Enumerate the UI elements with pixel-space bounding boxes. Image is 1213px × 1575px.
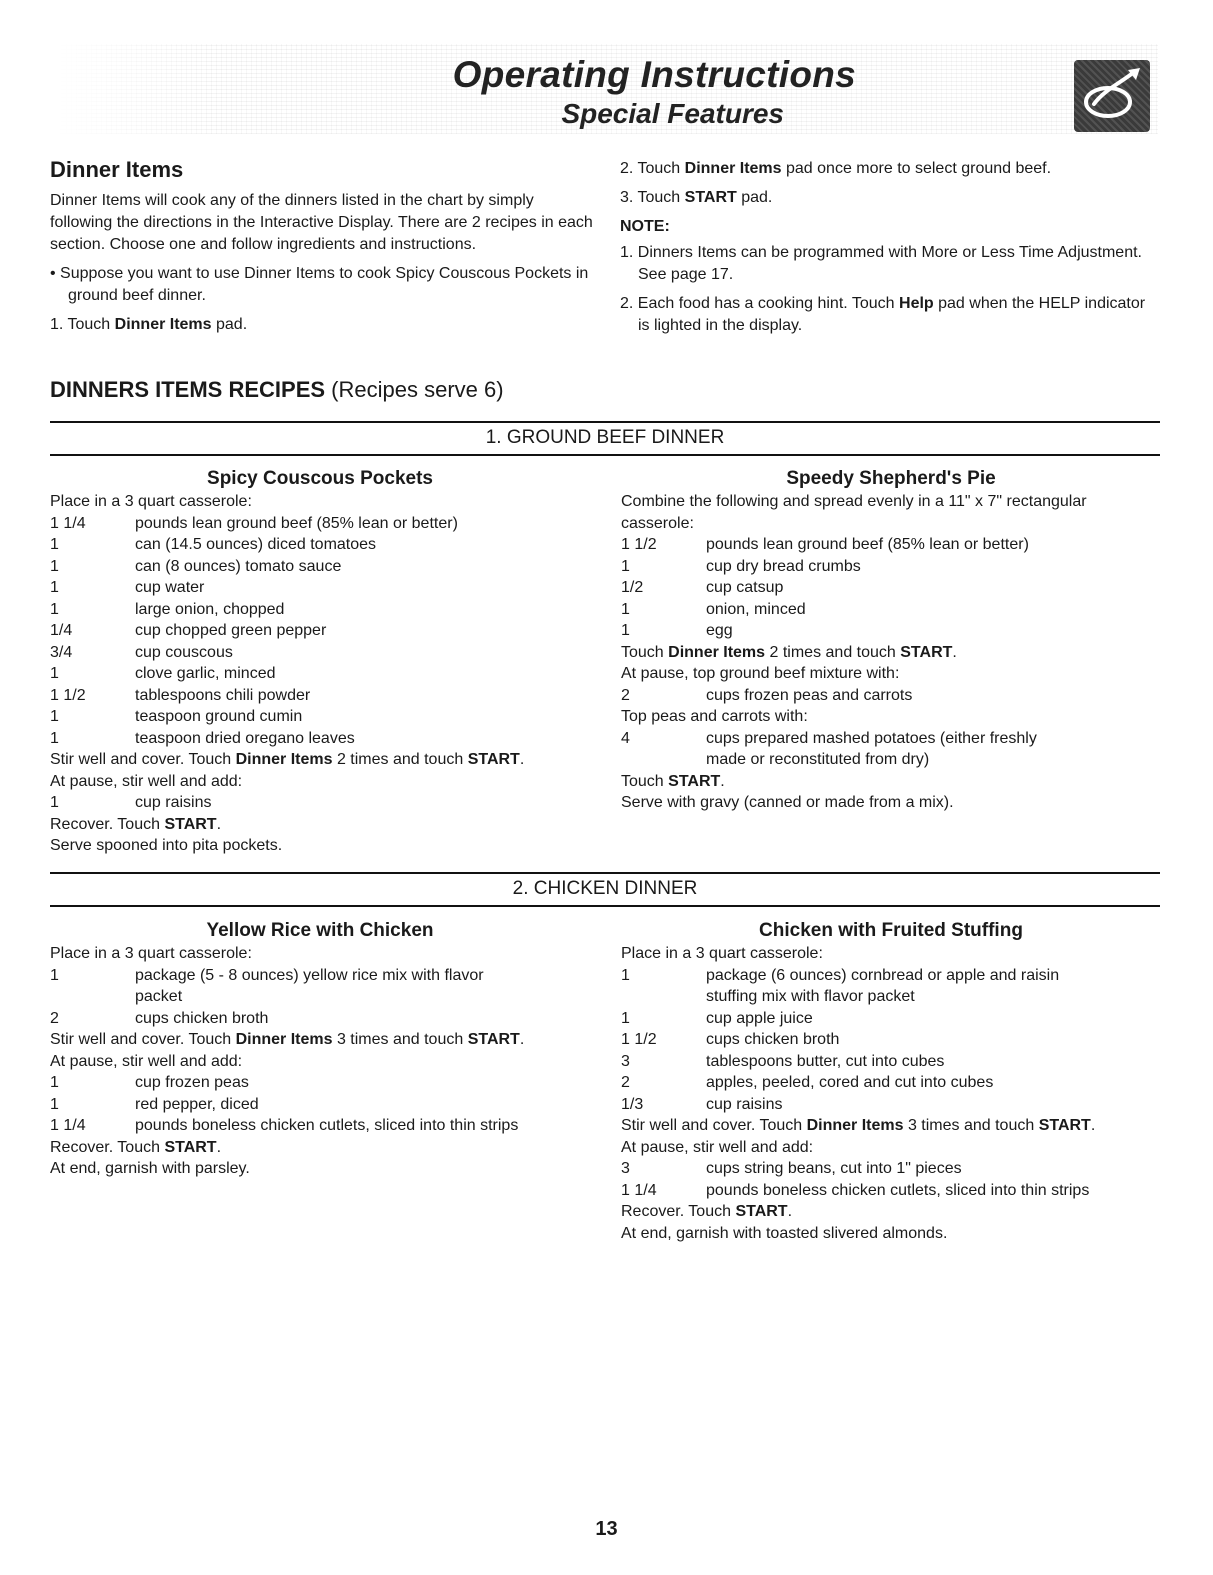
intro-right-column bbox=[620, 158, 1160, 344]
instruction-line bbox=[621, 491, 1161, 513]
ingredient-quantity: 1 1/2 bbox=[621, 536, 657, 553]
ingredient-row bbox=[50, 792, 590, 814]
ingredient-row bbox=[621, 965, 1161, 987]
ingredient-quantity: 1 bbox=[50, 794, 59, 811]
instruction-line bbox=[50, 835, 590, 857]
ingredient-quantity: 2 bbox=[621, 686, 630, 704]
page-title: Operating Instructions bbox=[452, 54, 856, 95]
recipes-heading-note: (Recipes serve 6) bbox=[325, 377, 504, 402]
section-divider bbox=[50, 454, 1160, 456]
step-text: 2. Touch bbox=[620, 160, 685, 177]
section-divider bbox=[50, 421, 1160, 423]
instruction-keyword: START bbox=[1038, 1117, 1091, 1134]
ingredient-description: pounds boneless chicken cutlets, sliced into thin strips bbox=[135, 1117, 519, 1134]
ingredient-description: cup water bbox=[135, 579, 205, 596]
instruction-line bbox=[621, 706, 1161, 728]
instruction-keyword: START bbox=[900, 643, 953, 661]
ingredient-quantity: 1 bbox=[50, 729, 59, 747]
ingredient-quantity: 2 bbox=[50, 1009, 59, 1027]
ingredient-quantity: 1 bbox=[50, 665, 59, 682]
recipe-title: Yellow Rice with Chicken bbox=[206, 920, 434, 941]
note-label: NOTE: bbox=[620, 218, 670, 235]
ingredient-quantity: 1 1/4 bbox=[621, 1181, 657, 1199]
ingredient-quantity: 1/4 bbox=[50, 622, 73, 639]
instruction-text: . bbox=[1090, 1117, 1096, 1134]
ingredient-row bbox=[50, 642, 590, 664]
ingredient-description: apples, peeled, cored and cut into cubes bbox=[706, 1074, 994, 1091]
instruction-line bbox=[621, 943, 1161, 965]
instruction-keyword: Dinner Items bbox=[235, 751, 333, 768]
ingredient-quantity: 3/4 bbox=[50, 643, 73, 661]
ingredient-quantity: 4 bbox=[621, 729, 630, 747]
recipe-title: Spicy Couscous Pockets bbox=[207, 468, 433, 489]
ingredient-row bbox=[50, 513, 590, 535]
instruction-line bbox=[50, 1051, 590, 1073]
ingredient-quantity: 1 bbox=[621, 1009, 630, 1027]
ingredient-row bbox=[621, 1008, 1161, 1030]
recipe-yellow-rice-with-chicken bbox=[50, 920, 590, 1180]
ingredient-quantity: 1 1/2 bbox=[621, 1031, 657, 1048]
note-text: 2. Each food has a cooking hint. Touch bbox=[620, 295, 900, 312]
instruction-line bbox=[621, 1115, 1161, 1137]
instruction-keyword: START bbox=[164, 815, 217, 833]
intro-left-column bbox=[50, 157, 595, 343]
ingredient-quantity: 1 bbox=[50, 1074, 59, 1091]
step-text: 3. Touch bbox=[620, 189, 685, 206]
section-divider bbox=[50, 872, 1160, 874]
recipe-spicy-couscous-pockets bbox=[50, 468, 590, 857]
instruction-line bbox=[50, 1158, 590, 1180]
ingredient-row bbox=[50, 965, 590, 987]
instruction-keyword: START bbox=[164, 1138, 217, 1156]
instruction-text: . bbox=[216, 1138, 222, 1156]
step-1 bbox=[50, 314, 595, 336]
ingredient-quantity: 1 1/4 bbox=[50, 514, 86, 532]
instruction-text: 2 times and touch bbox=[765, 643, 901, 661]
ingredient-description: cups prepared mashed potatoes (either freshly bbox=[706, 729, 1037, 747]
instruction-line bbox=[50, 814, 590, 836]
instruction-text: Combine the following and spread evenly in a 11" x 7" rectangular bbox=[621, 493, 1087, 510]
instruction-text: At pause, stir well and add: bbox=[50, 772, 243, 790]
recipe-chicken-with-fruited-stuffing bbox=[621, 920, 1161, 1244]
ingredient-description: red pepper, diced bbox=[135, 1095, 259, 1113]
ingredient-row bbox=[621, 534, 1161, 556]
recipe-title: Chicken with Fruited Stuffing bbox=[759, 920, 1023, 941]
note-text: pad when the HELP indicator is lighted in the display. bbox=[638, 295, 1146, 334]
instruction-text: . bbox=[720, 772, 725, 790]
ingredient-quantity: 1 bbox=[621, 622, 630, 639]
ingredient-row bbox=[621, 620, 1161, 642]
instruction-text: At pause, stir well and add: bbox=[50, 1052, 243, 1070]
ingredient-quantity: 1 bbox=[50, 557, 59, 575]
step-text: pad. bbox=[736, 189, 773, 206]
recipe-title: Speedy Shepherd's Pie bbox=[786, 468, 996, 489]
ingredient-row bbox=[621, 1094, 1161, 1116]
instruction-text: 3 times and touch bbox=[903, 1117, 1039, 1134]
ingredient-description: teaspoon ground cumin bbox=[135, 708, 303, 725]
step-text: pad. bbox=[211, 316, 248, 333]
recipes-heading bbox=[50, 376, 504, 404]
ingredient-description: pounds boneless chicken cutlets, sliced into thin strips bbox=[706, 1181, 1090, 1199]
recipe-speedy-shepherds-pie bbox=[621, 468, 1161, 814]
intro-paragraph: Dinner Items will cook any of the dinners listed in the chart by simply following the directions in the Interactive Display. There are 2 recipes in each section. Choose one and follow ingredients and instructions. bbox=[50, 192, 593, 253]
ingredient-quantity: 3 bbox=[621, 1052, 630, 1070]
ingredient-description: cup dry bread crumbs bbox=[706, 557, 861, 575]
step-2 bbox=[620, 158, 1160, 180]
instruction-text: 2 times and touch bbox=[332, 751, 468, 768]
ingredient-quantity: 2 bbox=[621, 1074, 630, 1091]
ingredient-description: made or reconstituted from dry) bbox=[706, 751, 930, 768]
ingredient-row bbox=[621, 986, 1161, 1008]
ingredient-row bbox=[621, 1051, 1161, 1073]
ingredient-description: package (6 ounces) cornbread or apple and raisin bbox=[706, 966, 1060, 984]
instruction-keyword: START bbox=[467, 1031, 520, 1048]
ingredient-quantity: 1 bbox=[621, 557, 630, 575]
section-label-ground-beef: 1. GROUND BEEF DINNER bbox=[485, 427, 725, 448]
intro-bullet: • Suppose you want to use Dinner Items to cook Spicy Couscous Pockets in ground beef dinner. bbox=[50, 265, 589, 304]
ingredient-description: teaspoon dried oregano leaves bbox=[135, 729, 355, 747]
ingredient-row bbox=[50, 556, 590, 578]
ingredient-description: onion, minced bbox=[706, 600, 806, 618]
ingredient-quantity: 1/2 bbox=[621, 579, 644, 596]
instruction-line bbox=[621, 1201, 1161, 1223]
instruction-text: . bbox=[787, 1203, 793, 1220]
instruction-text: . bbox=[216, 815, 222, 833]
ingredient-description: can (8 ounces) tomato sauce bbox=[135, 557, 342, 575]
instruction-text: Place in a 3 quart casserole: bbox=[50, 945, 252, 962]
ingredient-description: cups string beans, cut into 1" pieces bbox=[706, 1160, 962, 1177]
ingredient-description: can (14.5 ounces) diced tomatoes bbox=[135, 536, 377, 553]
section-title: Dinner Items bbox=[50, 157, 184, 182]
instruction-text: Stir well and cover. Touch bbox=[621, 1117, 807, 1134]
ingredient-quantity: 1 bbox=[621, 966, 630, 984]
ingredient-row bbox=[50, 1094, 590, 1116]
instruction-line bbox=[621, 1137, 1161, 1159]
instruction-text: Place in a 3 quart casserole: bbox=[621, 945, 823, 962]
ingredient-quantity: 1/3 bbox=[621, 1095, 644, 1113]
instruction-keyword: Dinner Items bbox=[668, 643, 766, 661]
page-subtitle: Special Features bbox=[561, 98, 784, 129]
ingredient-row bbox=[50, 1008, 590, 1030]
ingredient-row bbox=[621, 1158, 1161, 1180]
note-keyword: Help bbox=[899, 295, 934, 312]
ingredient-description: packet bbox=[135, 988, 183, 1005]
ingredient-description: egg bbox=[706, 622, 733, 639]
ingredient-row bbox=[50, 728, 590, 750]
instruction-text: Recover. Touch bbox=[621, 1203, 736, 1220]
ingredient-description: stuffing mix with flavor packet bbox=[706, 988, 915, 1005]
ingredient-row bbox=[50, 599, 590, 621]
ingredient-description: tablespoons butter, cut into cubes bbox=[706, 1052, 945, 1070]
note-2 bbox=[620, 293, 1160, 337]
ingredient-row bbox=[50, 986, 590, 1008]
ingredient-row bbox=[50, 663, 590, 685]
page-number: 13 bbox=[595, 1518, 618, 1540]
instruction-text: Serve spooned into pita pockets. bbox=[50, 837, 283, 854]
instruction-line bbox=[621, 771, 1161, 793]
ingredient-quantity: 1 bbox=[50, 579, 59, 596]
instruction-text: At end, garnish with toasted slivered almonds. bbox=[621, 1224, 948, 1242]
ingredient-row bbox=[621, 1180, 1161, 1202]
instruction-text: Stir well and cover. Touch bbox=[50, 1031, 236, 1048]
instruction-line bbox=[621, 1223, 1161, 1245]
instruction-keyword: START bbox=[668, 772, 721, 790]
step-text: 1. Touch bbox=[50, 316, 115, 333]
instruction-text: 3 times and touch bbox=[332, 1031, 468, 1048]
ingredient-description: cup raisins bbox=[706, 1095, 783, 1113]
step-keyword: START bbox=[684, 189, 737, 206]
step-keyword: Dinner Items bbox=[684, 160, 782, 177]
ingredient-quantity: 1 bbox=[621, 600, 630, 618]
instruction-text: Touch bbox=[621, 643, 669, 661]
ingredient-row bbox=[50, 706, 590, 728]
instruction-text: Serve with gravy (canned or made from a mix). bbox=[621, 794, 954, 811]
step-keyword: Dinner Items bbox=[114, 316, 212, 333]
step-text: pad once more to select ground beef. bbox=[781, 160, 1052, 177]
instruction-text: At pause, stir well and add: bbox=[621, 1138, 814, 1156]
ingredient-description: cup frozen peas bbox=[135, 1074, 249, 1091]
note-1 bbox=[620, 242, 1160, 286]
ingredient-row bbox=[621, 749, 1161, 771]
ingredient-row bbox=[621, 728, 1161, 750]
instruction-line bbox=[50, 1137, 590, 1159]
step-3 bbox=[620, 187, 1160, 209]
ingredient-description: tablespoons chili powder bbox=[135, 686, 311, 704]
instruction-line bbox=[621, 513, 1161, 535]
instruction-text: . bbox=[519, 751, 525, 768]
ingredient-row bbox=[50, 685, 590, 707]
ingredient-description: cups frozen peas and carrots bbox=[706, 686, 913, 704]
cooking-dish-icon bbox=[1074, 60, 1150, 132]
ingredient-description: cup apple juice bbox=[706, 1009, 813, 1027]
instruction-line bbox=[621, 663, 1161, 685]
ingredient-quantity: 1 1/4 bbox=[50, 1117, 86, 1134]
instruction-text: Touch bbox=[621, 772, 669, 790]
ingredient-row bbox=[621, 1029, 1161, 1051]
header-banner bbox=[56, 44, 1158, 134]
instruction-line bbox=[621, 642, 1161, 664]
instruction-text: casserole: bbox=[621, 514, 694, 532]
ingredient-row bbox=[50, 534, 590, 556]
section-divider bbox=[50, 905, 1160, 907]
ingredient-row bbox=[50, 1072, 590, 1094]
ingredient-row bbox=[621, 685, 1161, 707]
ingredient-quantity: 3 bbox=[621, 1160, 630, 1177]
instruction-keyword: Dinner Items bbox=[806, 1117, 904, 1134]
ingredient-row bbox=[621, 599, 1161, 621]
instruction-line bbox=[50, 491, 590, 513]
ingredient-description: cups chicken broth bbox=[135, 1009, 269, 1027]
instruction-text: Recover. Touch bbox=[50, 1138, 165, 1156]
instruction-text: Top peas and carrots with: bbox=[621, 708, 808, 725]
ingredient-description: large onion, chopped bbox=[135, 600, 285, 618]
instruction-text: Stir well and cover. Touch bbox=[50, 751, 236, 768]
instruction-line bbox=[50, 771, 590, 793]
ingredient-description: cup raisins bbox=[135, 794, 212, 811]
ingredient-description: cup catsup bbox=[706, 579, 784, 596]
ingredient-description: package (5 - 8 ounces) yellow rice mix with flavor bbox=[135, 966, 484, 984]
ingredient-row bbox=[621, 577, 1161, 599]
instruction-keyword: START bbox=[735, 1203, 788, 1220]
ingredient-row bbox=[50, 1115, 590, 1137]
instruction-text: . bbox=[952, 643, 957, 661]
instruction-line bbox=[50, 1029, 590, 1051]
ingredient-row bbox=[50, 577, 590, 599]
ingredient-quantity: 1 bbox=[50, 600, 59, 618]
ingredient-row bbox=[621, 556, 1161, 578]
instruction-text: . bbox=[519, 1031, 525, 1048]
ingredient-quantity: 1 bbox=[50, 708, 59, 725]
instruction-keyword: START bbox=[467, 751, 520, 768]
ingredient-row bbox=[50, 620, 590, 642]
ingredient-description: cups chicken broth bbox=[706, 1031, 840, 1048]
section-label-chicken: 2. CHICKEN DINNER bbox=[512, 878, 698, 899]
instruction-text: Place in a 3 quart casserole: bbox=[50, 493, 252, 510]
ingredient-quantity: 1 1/2 bbox=[50, 686, 86, 704]
ingredient-description: pounds lean ground beef (85% lean or better) bbox=[706, 536, 1029, 553]
ingredient-quantity: 1 bbox=[50, 966, 59, 984]
instruction-line bbox=[50, 943, 590, 965]
ingredient-description: pounds lean ground beef (85% lean or better) bbox=[135, 514, 458, 532]
instruction-line bbox=[621, 792, 1161, 814]
instruction-line bbox=[50, 749, 590, 771]
ingredient-quantity: 1 bbox=[50, 1095, 59, 1113]
instruction-text: At pause, top ground beef mixture with: bbox=[621, 665, 900, 682]
ingredient-description: cup couscous bbox=[135, 643, 233, 661]
instruction-text: Recover. Touch bbox=[50, 815, 165, 833]
recipes-heading-bold: DINNERS ITEMS RECIPES bbox=[50, 377, 326, 402]
instruction-text: At end, garnish with parsley. bbox=[50, 1160, 250, 1177]
ingredient-quantity: 1 bbox=[50, 536, 59, 553]
ingredient-description: cup chopped green pepper bbox=[135, 622, 327, 639]
ingredient-description: clove garlic, minced bbox=[135, 665, 276, 682]
ingredient-row bbox=[621, 1072, 1161, 1094]
note-text: 1. Dinners Items can be programmed with More or Less Time Adjustment. See page 17. bbox=[620, 244, 1142, 283]
instruction-keyword: Dinner Items bbox=[235, 1031, 333, 1048]
